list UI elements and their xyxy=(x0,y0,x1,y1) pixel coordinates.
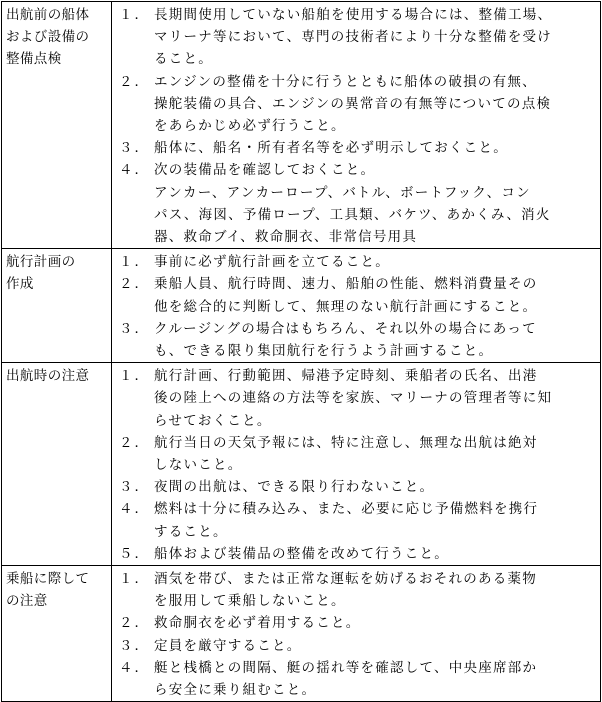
list-item xyxy=(112,635,600,657)
item-text: 他を総合的に判断して、無理のない航行計画にすること。 xyxy=(154,298,538,315)
item-text: も、できる限り集団航行を行うよう計画すること。 xyxy=(154,343,494,360)
item-number: ４． xyxy=(119,162,150,179)
list-item xyxy=(112,476,600,498)
list-item xyxy=(112,612,600,634)
heading-line: および設備の xyxy=(6,29,90,46)
item-text: 後の陸上への連絡の方法等を家族、マリーナの管理者等に知 xyxy=(154,390,553,407)
item-text: を服用して乗船しないこと。 xyxy=(154,593,346,610)
list-item xyxy=(112,4,600,71)
item-number: ４． xyxy=(119,501,150,518)
row-items xyxy=(112,363,601,566)
item-text: 定員を厳守すること。 xyxy=(154,637,302,654)
item-text: 次の装備品を確認しておくこと。 xyxy=(154,162,376,179)
item-text: 航行計画、行動範囲、帰港予定時刻、乗船者の氏名、出港 xyxy=(154,368,538,385)
item-number: ３． xyxy=(119,637,150,654)
table-row-voyage-plan xyxy=(2,249,601,363)
heading-line: 出航時の注意 xyxy=(6,368,90,385)
item-number: ２． xyxy=(119,615,150,632)
row-heading xyxy=(2,2,112,249)
row-items xyxy=(112,2,601,249)
list-item xyxy=(112,498,600,542)
item-number: ２． xyxy=(119,434,150,451)
item-text: 長期間使用していない船舶を使用する場合には、整備工場、 xyxy=(154,7,553,23)
list-item xyxy=(112,543,600,565)
item-number: １． xyxy=(119,571,150,588)
item-number: ２． xyxy=(119,276,150,293)
item-text: 船体および装備品の整備を改めて行うこと。 xyxy=(154,545,449,562)
row-items xyxy=(112,566,601,702)
item-text: 器、救命ブイ、救命胴衣、非常信号用具 xyxy=(154,229,418,246)
table-row-boarding-precautions xyxy=(2,566,601,702)
item-number: １． xyxy=(119,254,150,271)
table-row-departure-precautions xyxy=(2,363,601,566)
list-item xyxy=(112,318,600,362)
item-text: 夜間の出航は、できる限り行わないこと。 xyxy=(154,479,435,496)
list-item xyxy=(112,568,600,612)
item-text: パス、海図、予備ロープ、工具類、バケツ、あかくみ、消火 xyxy=(154,206,551,223)
list-item xyxy=(112,365,600,432)
item-text: しないこと。 xyxy=(154,457,243,474)
item-text: アンカー、アンカーロープ、バトル、ボートフック、コン xyxy=(154,184,531,201)
item-text: 艇と桟橋との間隔、艇の揺れ等を確認して、中央座席部か xyxy=(154,659,538,676)
list-item xyxy=(112,432,600,476)
item-text: をあらかじめ必ず行うこと。 xyxy=(154,118,346,135)
list-item xyxy=(112,159,600,248)
row-heading xyxy=(2,249,112,363)
item-text: 事前に必ず航行計画を立てること。 xyxy=(154,254,390,271)
item-number: ５． xyxy=(119,545,150,562)
item-text: 燃料は十分に積み込み、また、必要に応じ予備燃料を携行 xyxy=(154,501,539,518)
item-number: ３． xyxy=(119,320,150,337)
item-number: ３． xyxy=(119,479,150,496)
item-text: マリーナ等において、専門の技術者により十分な整備を受け xyxy=(154,29,552,46)
item-text: クルージングの場合はもちろん、それ以外の場合にあって xyxy=(154,320,537,337)
heading-line: 作成 xyxy=(6,276,34,293)
heading-line: 出航前の船体 xyxy=(6,7,90,23)
safety-checklist-table xyxy=(1,1,601,702)
item-number: １． xyxy=(119,7,150,23)
list-item xyxy=(112,251,600,273)
item-number: ２． xyxy=(119,73,150,90)
heading-line: 航行計画の xyxy=(6,254,76,271)
list-item xyxy=(112,137,600,159)
row-items xyxy=(112,249,601,363)
table-row-pre-departure-inspection xyxy=(2,2,601,249)
item-text: すること。 xyxy=(154,523,228,540)
item-number: １． xyxy=(119,368,150,385)
row-heading xyxy=(2,363,112,566)
item-text: ること。 xyxy=(154,51,213,68)
row-heading xyxy=(2,566,112,702)
item-text: エンジンの整備を十分に行うとともに船体の破損の有無、 xyxy=(154,73,537,90)
heading-line: 整備点検 xyxy=(6,51,62,68)
list-item xyxy=(112,71,600,138)
item-number: ４． xyxy=(119,659,150,676)
list-item xyxy=(112,657,600,701)
item-text: ら安全に乗り組むこと。 xyxy=(154,682,317,699)
item-number: ３． xyxy=(119,140,150,157)
item-text: 救命胴衣を必ず着用すること。 xyxy=(154,615,361,632)
item-text: 乗船人員、航行時間、速力、船舶の性能、燃料消費量その xyxy=(154,276,538,293)
list-item xyxy=(112,273,600,317)
item-text: らせておくこと。 xyxy=(154,412,272,429)
item-text: 操舵装備の具合、エンジンの異常音の有無等についての点検 xyxy=(154,95,552,112)
item-text: 酒気を帯び、または正常な運転を妨げるおそれのある薬物 xyxy=(154,571,537,588)
heading-line: の注意 xyxy=(6,593,48,610)
item-text: 航行当日の天気予報には、特に注意し、無理な出航は絶対 xyxy=(154,434,538,451)
item-text: 船体に、船名・所有者名等を必ず明示しておくこと。 xyxy=(154,140,508,157)
heading-line: 乗船に際して xyxy=(6,571,90,588)
